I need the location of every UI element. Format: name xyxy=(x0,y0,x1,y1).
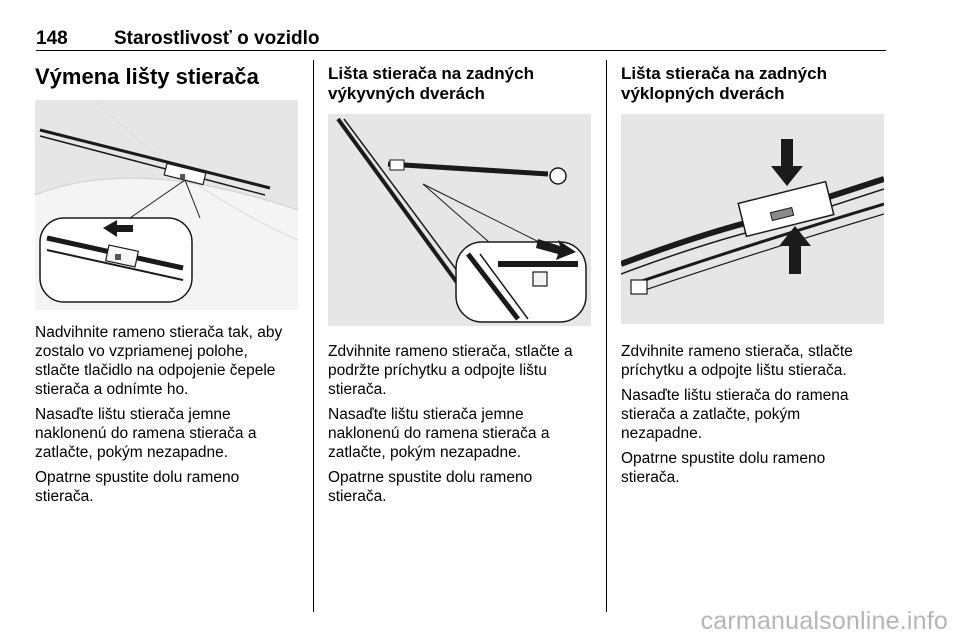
instruction-step: Nadvihnite rameno stierača tak, aby zostalo vo vzpriamenej polohe, stlačte tlačidlo na odpojenie čepele stierača a odnímte ho. xyxy=(35,324,283,398)
rear-swing-wiper-drawing xyxy=(328,114,591,326)
column-rear-tailgate xyxy=(621,64,885,104)
instruction-step: Nasaďte lištu stierača jemne naklonenú do ramena stierača a zatlačte, pokým nezapadne. xyxy=(328,406,550,461)
rear-swing-door-wiper-illustration xyxy=(328,114,591,326)
instruction-step: Nasaďte lištu stierača do ramena stierača a zatlačte, pokým nezapadne. xyxy=(621,387,849,442)
instruction-step: Zdvihnite rameno stierača, stlačte a podržte príchytku a odpojte lištu stierača. xyxy=(328,343,573,398)
watermark: carmanualsonline.info xyxy=(700,607,948,635)
instruction-step: Zdvihnite rameno stierača, stlačte príchytku a odpojte lištu stierača. xyxy=(621,343,853,379)
section-heading: Výmena lišty stierača xyxy=(35,64,259,89)
chapter-title: Starostlivosť o vozidlo xyxy=(114,28,320,49)
instructions-front-wiper xyxy=(35,323,303,512)
instruction-step: Nasaďte lištu stierača jemne naklonenú do ramena stierača a zatlačte, pokým nezapadne. xyxy=(35,406,257,461)
instructions-rear-tailgate xyxy=(621,342,889,493)
column-rear-swing-door xyxy=(328,64,592,104)
column-front-wiper xyxy=(35,64,299,90)
column-divider xyxy=(313,60,314,612)
instructions-rear-swing-door xyxy=(328,342,596,512)
rear-tailgate-wiper-illustration xyxy=(621,114,884,324)
section-heading: Lišta stierača na zadných výklopných dverách xyxy=(621,64,827,103)
instruction-step: Opatrne spustite dolu rameno stierača. xyxy=(35,469,240,505)
section-heading: Lišta stierača na zadných výkyvných dverách xyxy=(328,64,534,103)
front-wiper-drawing xyxy=(35,100,298,310)
rear-tailgate-wiper-drawing xyxy=(621,114,884,324)
page-number: 148 xyxy=(36,28,68,49)
page-header xyxy=(36,28,886,51)
front-wiper-illustration xyxy=(35,100,298,310)
instruction-step: Opatrne spustite dolu rameno stierača. xyxy=(328,469,533,505)
column-divider xyxy=(606,60,607,612)
instruction-step: Opatrne spustite dolu rameno stierača. xyxy=(621,450,826,486)
